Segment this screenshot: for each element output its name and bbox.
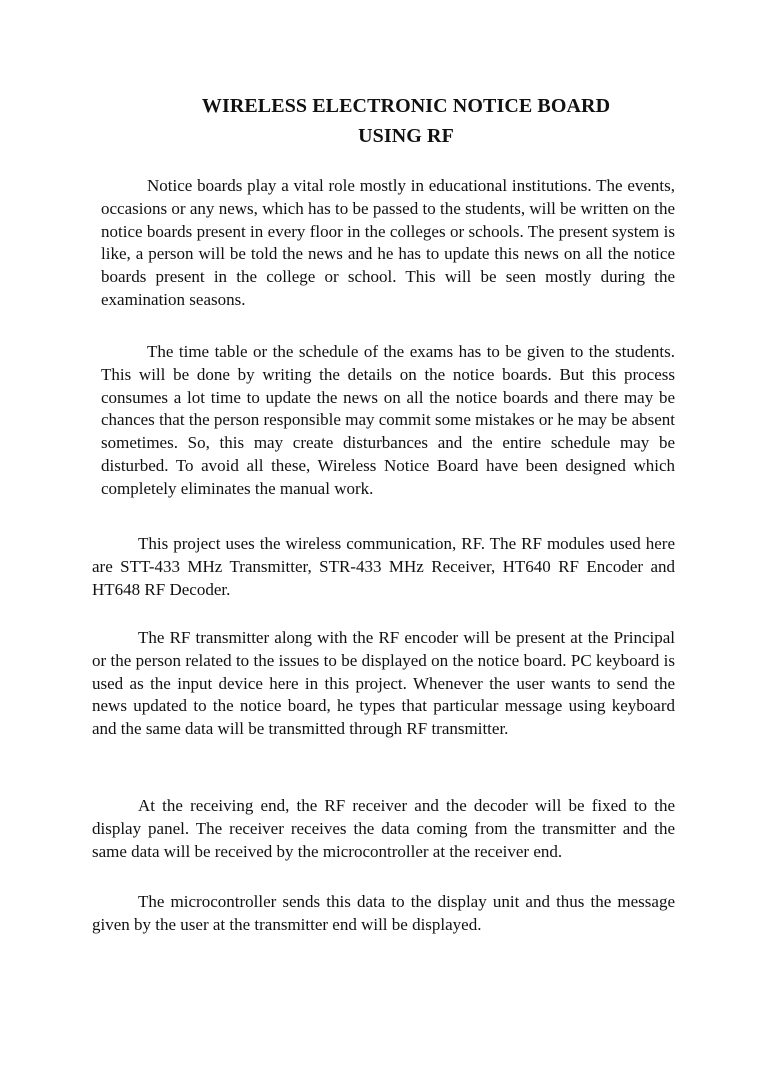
paragraph-receiver: At the receiving end, the RF receiver and the decoder will be fixed to the display panel. The receiver receives the data coming from the transmitter and the same data will be received by the microcontroller at the receiver end. [92, 796, 675, 861]
paragraph-problem: The time table or the schedule of the exams has to be given to the students. This will be done by writing the details on the notice boards. But this process consumes a lot time to update the news on all the notice boards and there may be chances that the person responsible may commit some mistakes or he may be absent sometimes. So, this may create disturbances and the entire schedule may be disturbed. To avoid all these, Wireless Notice Board have been designed which completely eliminates the manual work. [101, 342, 675, 498]
paragraph-rf-modules: This project uses the wireless communication, RF. The RF modules used here are STT-433 MHz Transmitter, STR-433 MHz Receiver, HT640 RF Encoder and HT648 RF Decoder. [92, 534, 675, 599]
paragraph-transmitter: The RF transmitter along with the RF encoder will be present at the Principal or the person related to the issues to be displayed on the notice board. PC keyboard is used as the input device here in this project. Whenever the user wants to send the news updated to the notice board, he types that particular message using keyboard and the same data will be transmitted through RF transmitter. [92, 628, 675, 739]
paragraph-display: The microcontroller sends this data to the display unit and thus the message given by the user at the transmitter end will be displayed. [92, 892, 675, 934]
paragraph-intro: Notice boards play a vital role mostly in educational institutions. The events, occasions or any news, which has to be passed to the students, will be written on the notice boards present in every floor in the colleges or schools. The present system is like, a person will be told the news and he has to update this news on all the notice boards present in the college or school. This will be seen mostly during the examination seasons. [101, 176, 675, 309]
page-title: WIRELESS ELECTRONIC NOTICE BOARD [201, 95, 611, 117]
page-title-subline: USING RF [358, 125, 454, 147]
